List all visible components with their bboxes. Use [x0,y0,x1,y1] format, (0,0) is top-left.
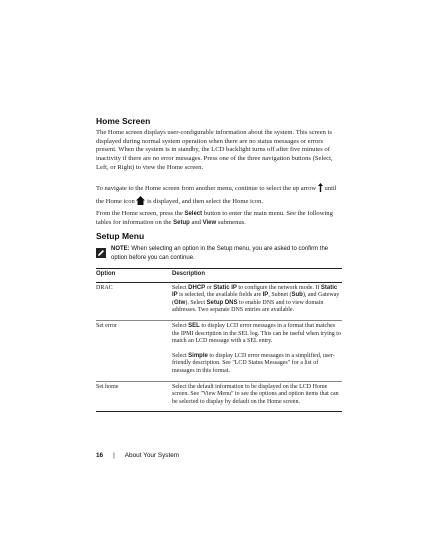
home-screen-paragraph-2: To navigate to the Home screen from another menu, continue to select the up arrow until the Home icon is displayed, and then select the Home icon. [96,183,344,208]
table-header-description: Description [172,269,342,283]
note-text: When selecting an option in the Setup menu, you are asked to confirm the option before you can continue. [111,246,329,261]
option-cell: Set home [96,381,172,412]
page-number: 16 [96,452,104,459]
table-row [96,381,342,412]
home-icon [136,196,145,209]
note-label: NOTE: [111,246,130,252]
description-cell: Select SEL to display LCD error messages in a format that matches the IPMI description in the SEL log. This can be useful when trying to match an LCD message with a SEL entry. [172,320,342,350]
option-cell: DRAC [96,284,113,291]
description-cell: Select DHCP or Static IP to configure the network mode. If Static IP is selected, the available fields are IP, Subnet (Sub), and Gateway (Gtw). Select Setup DNS to enable DNS and to view domain addresses. Two separate DNS entries are available. [172,284,340,314]
table-row [96,282,342,320]
page-footer [96,452,179,459]
note-pencil-icon [96,245,106,255]
description-cell: Select the default information to be displayed on the LCD Home screen. See "View Menu" to see the options and option items that can be selected to display by default on the Home screen. [172,381,342,412]
home-screen-heading: Home Screen [96,116,151,126]
home-screen-paragraph-3: From the Home screen, press the Select button to enter the main menu. See the following tables for information on the Setup and View submenus. [96,210,333,226]
setup-menu-heading: Setup Menu [96,231,145,241]
footer-section-title: About Your System [124,452,180,459]
home-screen-paragraph-1: The Home screen displays user-configurable information about the system. This screen is displayed during normal system operation when there are no status messages or errors present. When the system is in standby, the LCD backlight turns off after five minutes of inactivity if there are no error messages. Press one of the three navigation buttons (Select, Left, or Right) to view the Home screen. [96,129,333,171]
table-row [96,351,342,381]
footer-separator: | [113,452,115,459]
description-cell: Select Simple to display LCD error messages in a simplified, user-friendly description. See "LCD Status Messages" for a list of messages in this format. [172,352,335,374]
option-cell: Set error [96,320,172,350]
table-row [96,320,342,350]
setup-menu-table [96,268,342,412]
table-header-option: Option [96,269,172,283]
note [111,245,341,262]
up-arrow-icon [318,183,323,196]
